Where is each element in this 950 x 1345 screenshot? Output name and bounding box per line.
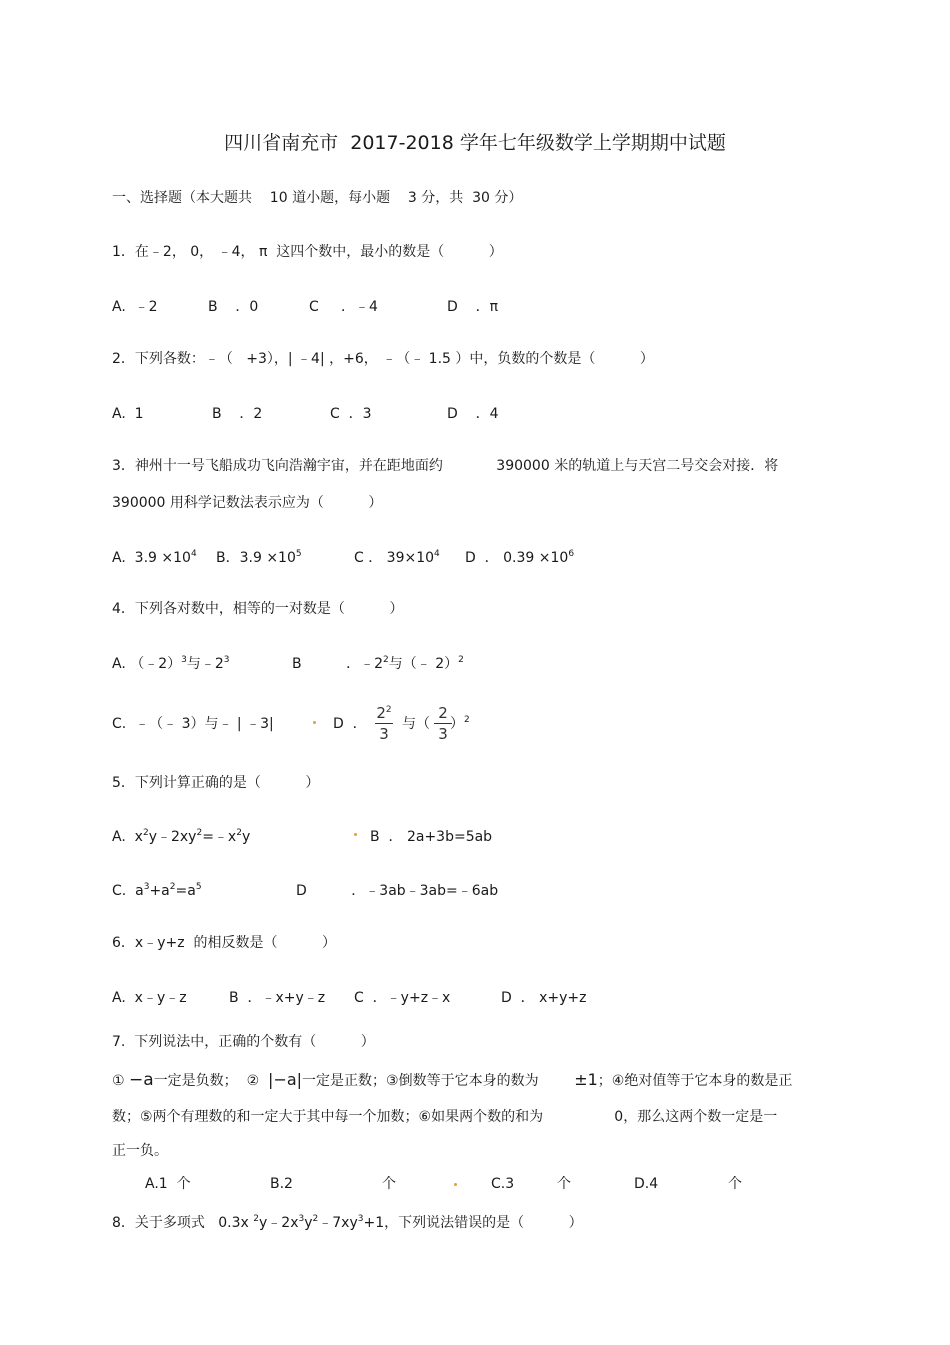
q4-fraction-2: 2 3 bbox=[434, 704, 452, 743]
question-8-stem: 8．关于多项式 0.3x $^2y﹣2x^3y^2﹣7xy^3+1$，下列说法错误的是（ ） bbox=[112, 1214, 583, 1231]
q4-option-d-with: 与（ bbox=[402, 716, 430, 732]
question-4-stem: 4．下列各对数中，相等的一对数是（ ） bbox=[112, 601, 404, 617]
q7-option-d: D.4 bbox=[634, 1176, 659, 1192]
decorative-dot bbox=[313, 721, 316, 724]
page-title: 四川省南充市 2017-2018 学年七年级数学上学期期中试题 bbox=[224, 132, 726, 154]
question-1-stem: 1．在﹣2， 0， ﹣4， π 这四个数中，最小的数是（ ） bbox=[112, 244, 503, 260]
question-7-stem: 7. 下列说法中，正确的个数有（ ） bbox=[112, 1034, 375, 1050]
q5-option-c: C. $a^3+a^2=a^5$ bbox=[112, 882, 202, 899]
decorative-dot bbox=[454, 1183, 457, 1186]
q6-option-a: A. x﹣y﹣z bbox=[112, 990, 187, 1006]
q7-option-a: A.1 个 bbox=[145, 1176, 191, 1192]
question-3-stem-line2: 390000 用科学记数法表示应为（ ） bbox=[112, 495, 383, 511]
q6-option-b: B ．﹣x+y﹣z bbox=[229, 990, 326, 1006]
q7-option-d-unit: 个 bbox=[728, 1176, 742, 1192]
question-5-stem: 5．下列计算正确的是（ ） bbox=[112, 775, 320, 791]
q4-option-c: C. ﹣（﹣ 3）与﹣ | ﹣3| bbox=[112, 716, 274, 732]
q4-option-a: A. （﹣2）$^3$与$﹣2^3$ bbox=[112, 655, 230, 672]
q4-fraction-1: $2^2$ 3 bbox=[376, 704, 392, 743]
question-3-stem-line1: 3．神州十一号飞船成功飞向浩瀚宇宙，并在距地面约 390000 米的轨道上与天宫二号交会对接．将 bbox=[112, 458, 779, 474]
q7-option-c: C.3 bbox=[491, 1176, 515, 1192]
q3-option-b: B．$3.9 \times 10^5$ bbox=[216, 549, 302, 566]
q7-option-b-unit: 个 bbox=[382, 1176, 396, 1192]
q2-option-d: D ．4 bbox=[447, 406, 499, 422]
q3-option-c: C ． $39\times 10^4$ bbox=[354, 549, 440, 566]
q6-option-d: D ． x+y+z bbox=[501, 990, 587, 1006]
question-7-statements-line3: 正一负。 bbox=[112, 1143, 168, 1159]
q4-option-d-close: ）$^2$ bbox=[450, 715, 470, 732]
q3-option-d: D ． $0.39 \times 10^6$ bbox=[465, 549, 575, 566]
q5-option-d: D ．﹣3ab﹣3ab=﹣6ab bbox=[296, 883, 499, 899]
q4-option-d-label: D ． bbox=[333, 716, 367, 732]
q5-option-a: A. $x^2y﹣2xy^2=﹣x^2y$ bbox=[112, 828, 251, 845]
q2-option-c: C ．3 bbox=[330, 406, 372, 422]
q1-option-b: B ．0 bbox=[208, 299, 259, 315]
question-2-stem: 2．下列各数：﹣（ +3），| ﹣4| ，+6， ﹣（﹣ 1.5 ）中，负数的个数是（ ） bbox=[112, 351, 654, 367]
q3-option-a: A. $3.9 \times 10^4$ bbox=[112, 549, 197, 566]
q7-option-b: B.2 bbox=[270, 1176, 293, 1192]
q1-option-a: A. ﹣2 bbox=[112, 299, 158, 315]
q1-option-d: D ．π bbox=[447, 299, 499, 315]
q5-option-b: B ． 2a+3b=5ab bbox=[370, 829, 493, 845]
question-7-statements-line1: ① −a一定是负数； ② |−a|一定是正数；③倒数等于它本身的数为 ±1；④绝对值等于它本身的数是正 bbox=[112, 1070, 793, 1090]
section-heading: 一、选择题（本大题共 10 道小题，每小题 3 分，共 30 分） bbox=[112, 190, 523, 206]
q1-option-c: C ．﹣4 bbox=[309, 299, 378, 315]
question-6-stem: 6．x﹣y+z 的相反数是（ ） bbox=[112, 935, 336, 951]
decorative-dot bbox=[354, 833, 357, 836]
question-7-statements-line2: 数；⑤两个有理数的和一定大于其中每一个加数；⑥如果两个数的和为 0，那么这两个数一定是一 bbox=[112, 1109, 778, 1125]
q4-option-b: B ．$﹣2^2$与（﹣ 2）$^2$ bbox=[292, 655, 464, 672]
q7-option-c-unit: 个 bbox=[557, 1176, 571, 1192]
q2-option-b: B ．2 bbox=[212, 406, 263, 422]
q2-option-a: A. 1 bbox=[112, 406, 144, 422]
q6-option-c: C ．﹣y+z﹣x bbox=[354, 990, 451, 1006]
